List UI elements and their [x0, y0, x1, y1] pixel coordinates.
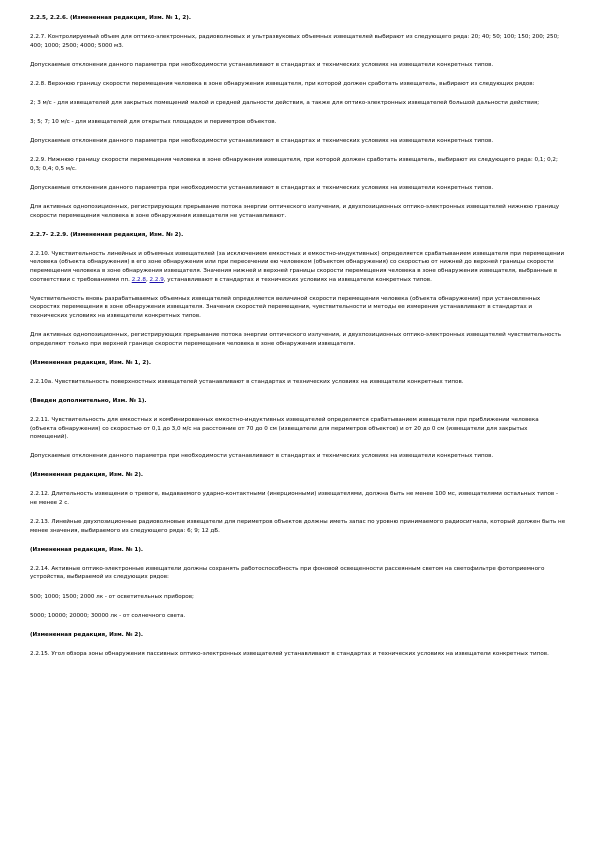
paragraph: 2.2.8. Верхнюю границу скорости перемещения человека в зоне обнаружения извещателя, при которой должен сработать извещатель, выбирают из следующих рядов:: [30, 80, 535, 87]
paragraph: 3; 5; 7; 10 м/с - для извещателей для открытых площадок и периметров объектов.: [30, 119, 277, 126]
paragraph: (Измененная редакция, Изм. № 1).: [30, 546, 144, 553]
paragraph: (Измененная редакция, Изм. № 2).: [30, 631, 144, 638]
paragraph-text-after: , устанавливают в стандартах и технических условиях на извещатели конкретных типов.: [163, 276, 432, 283]
paragraph-with-links: [30, 250, 566, 284]
paragraph-text-before: 2.2.10. Чувствительность линейных и объемных извещателей (за исключением емкостных и емкостно-индуктивных) определяется срабатыванием извещателя при перемещении человека (объекта обнаружения) в его зоне обнаружения или при пересечении ею человеком (объектом обнаружения) со скоростью от нижней до верхней границы скорости перемещения человека в зоне обнаружения извещателя. Значения нижней и верхней границы скорости перемещения человека в зоне обнаружения извещателя, выбранные в соответствии с требованиями пп.: [30, 250, 565, 283]
paragraph: 2.2.13. Линейные двухпозиционные радиоволновые извещатели для периметров объектов должны иметь запас по уровню принимаемого радиосигнала, который должен быть не менее значения, выбираемого из следующего ряда: 6; 9; 12 дБ.: [30, 519, 566, 534]
paragraph: Для активных однопозиционных, регистрирующих прерывание потока энергии оптического излучения, и двухпозиционных оптико-электронных извещателей чувствительность определяют только при верхней границе скорости перемещения человека в зоне обнаружения извещателя.: [30, 331, 562, 347]
paragraph: 2.2.11. Чувствительность для емкостных и комбинированных емкостно-индуктивных извещателей определяется срабатыванием извещателя при приближении человека (объекта обнаружения) со скоростью от 0,1 до 3,0 м/с на расстояние от 70 до 0 см (извещатели для периметров объектов) и от 20 до 0 см (извещатели для закрытых помещений).: [30, 416, 539, 441]
paragraph: 2.2.7- 2.2.9. (Измененная редакция, Изм. № 2).: [30, 231, 184, 238]
link-separator: ,: [145, 276, 150, 283]
paragraph: Допускаемые отклонения данного параметра при необходимости устанавливают в стандартах и технических условиях на извещатели конкретных типов.: [30, 61, 494, 68]
paragraph: (Введен дополнительно, Изм. № 1).: [30, 397, 147, 404]
paragraph: Допускаемые отклонения данного параметра при необходимости устанавливают в стандартах и технических условиях на извещатели конкретных типов.: [30, 453, 494, 460]
clause-link-2-2-8[interactable]: 2.2.8: [131, 276, 146, 283]
paragraph: 2.2.14. Активные оптико-электронные извещатели должны сохранять работоспособность при фоновой освещенности рассеянным светом на светофильтре фотоприемного устройства, выбираемой из следующих рядов:: [30, 565, 545, 581]
document-body: [30, 14, 566, 669]
paragraph: 2; 3 м/с - для извещателей для закрытых помещений малой и средней дальности действия, а также для оптико-электронных извещателей большой дальности действия;: [30, 99, 540, 106]
paragraph: 2.2.12. Длительность извещения о тревоге, выдаваемого ударно-контактными (инерционными) извещателями, должна быть не менее 100 мс, извещателями остальных типов - не менее 2 с.: [30, 491, 558, 506]
paragraph: (Измененная редакция, Изм. № 1, 2).: [30, 359, 151, 366]
paragraph: 2.2.15. Угол обзора зоны обнаружения пассивных оптико-электронных извещателей устанавливают в стандартах и технических условиях на извещатели конкретных типов.: [30, 650, 549, 657]
paragraph: Допускаемые отклонения данного параметра при необходимости устанавливают в стандартах и технических условиях на извещатели конкретных типов.: [30, 138, 494, 145]
paragraph: Чувствительность вновь разрабатываемых объемных извещателей определяется величиной скорости перемещения человека (объекта обнаружения) при установленных скоростях перемещения в зоне обнаружения извещателя. Значения скоростей перемещения, чувствительности и методы ее измерения устанавливают в стандартах и технических условиях на извещатели конкретных типов.: [30, 295, 541, 319]
paragraph: Допускаемые отклонения данного параметра при необходимости устанавливают в стандартах и технических условиях на извещатели конкретных типов.: [30, 184, 494, 191]
paragraph: 2.2.7. Контролируемый объем для оптико-электронных, радиоволновых и ультразвуковых объемных извещателей выбирают из следующего ряда: 20; 40; 50; 100; 150; 200; 250; 400; 1000; 2500; 4000; 5000 м3.: [30, 34, 560, 49]
paragraph: (Измененная редакция, Изм. № 2).: [30, 472, 144, 479]
clause-link-2-2-9[interactable]: 2.2.9: [149, 276, 164, 283]
paragraph: 2.2.5, 2.2.6. (Измененная редакция, Изм. № 1, 2).: [30, 15, 191, 21]
paragraph: 2.2.10а. Чувствительность поверхностных извещателей устанавливают в стандартах и технических условиях на извещатели конкретных типов.: [30, 378, 464, 385]
paragraph: 2.2.9. Нижнюю границу скорости перемещения человека в зоне обнаружения извещателя, при которой должен сработать извещатель, выбирают из следующего ряда: 0,1; 0,2; 0,3; 0,4; 0,5 м/с.: [30, 157, 558, 172]
paragraph: 500; 1000; 1500; 2000 лк - от осветительных приборов;: [30, 593, 194, 600]
paragraph: Для активных однопозиционных, регистрирующих прерывание потока энергии оптического излучения, и двухпозиционных оптико-электронных извещателей нижнюю границу скорости перемещения человека в зоне обнаружения извещателя не устанавливают.: [30, 204, 560, 219]
paragraph: 5000; 10000; 20000; 30000 лк - от солнечного света.: [30, 612, 186, 619]
